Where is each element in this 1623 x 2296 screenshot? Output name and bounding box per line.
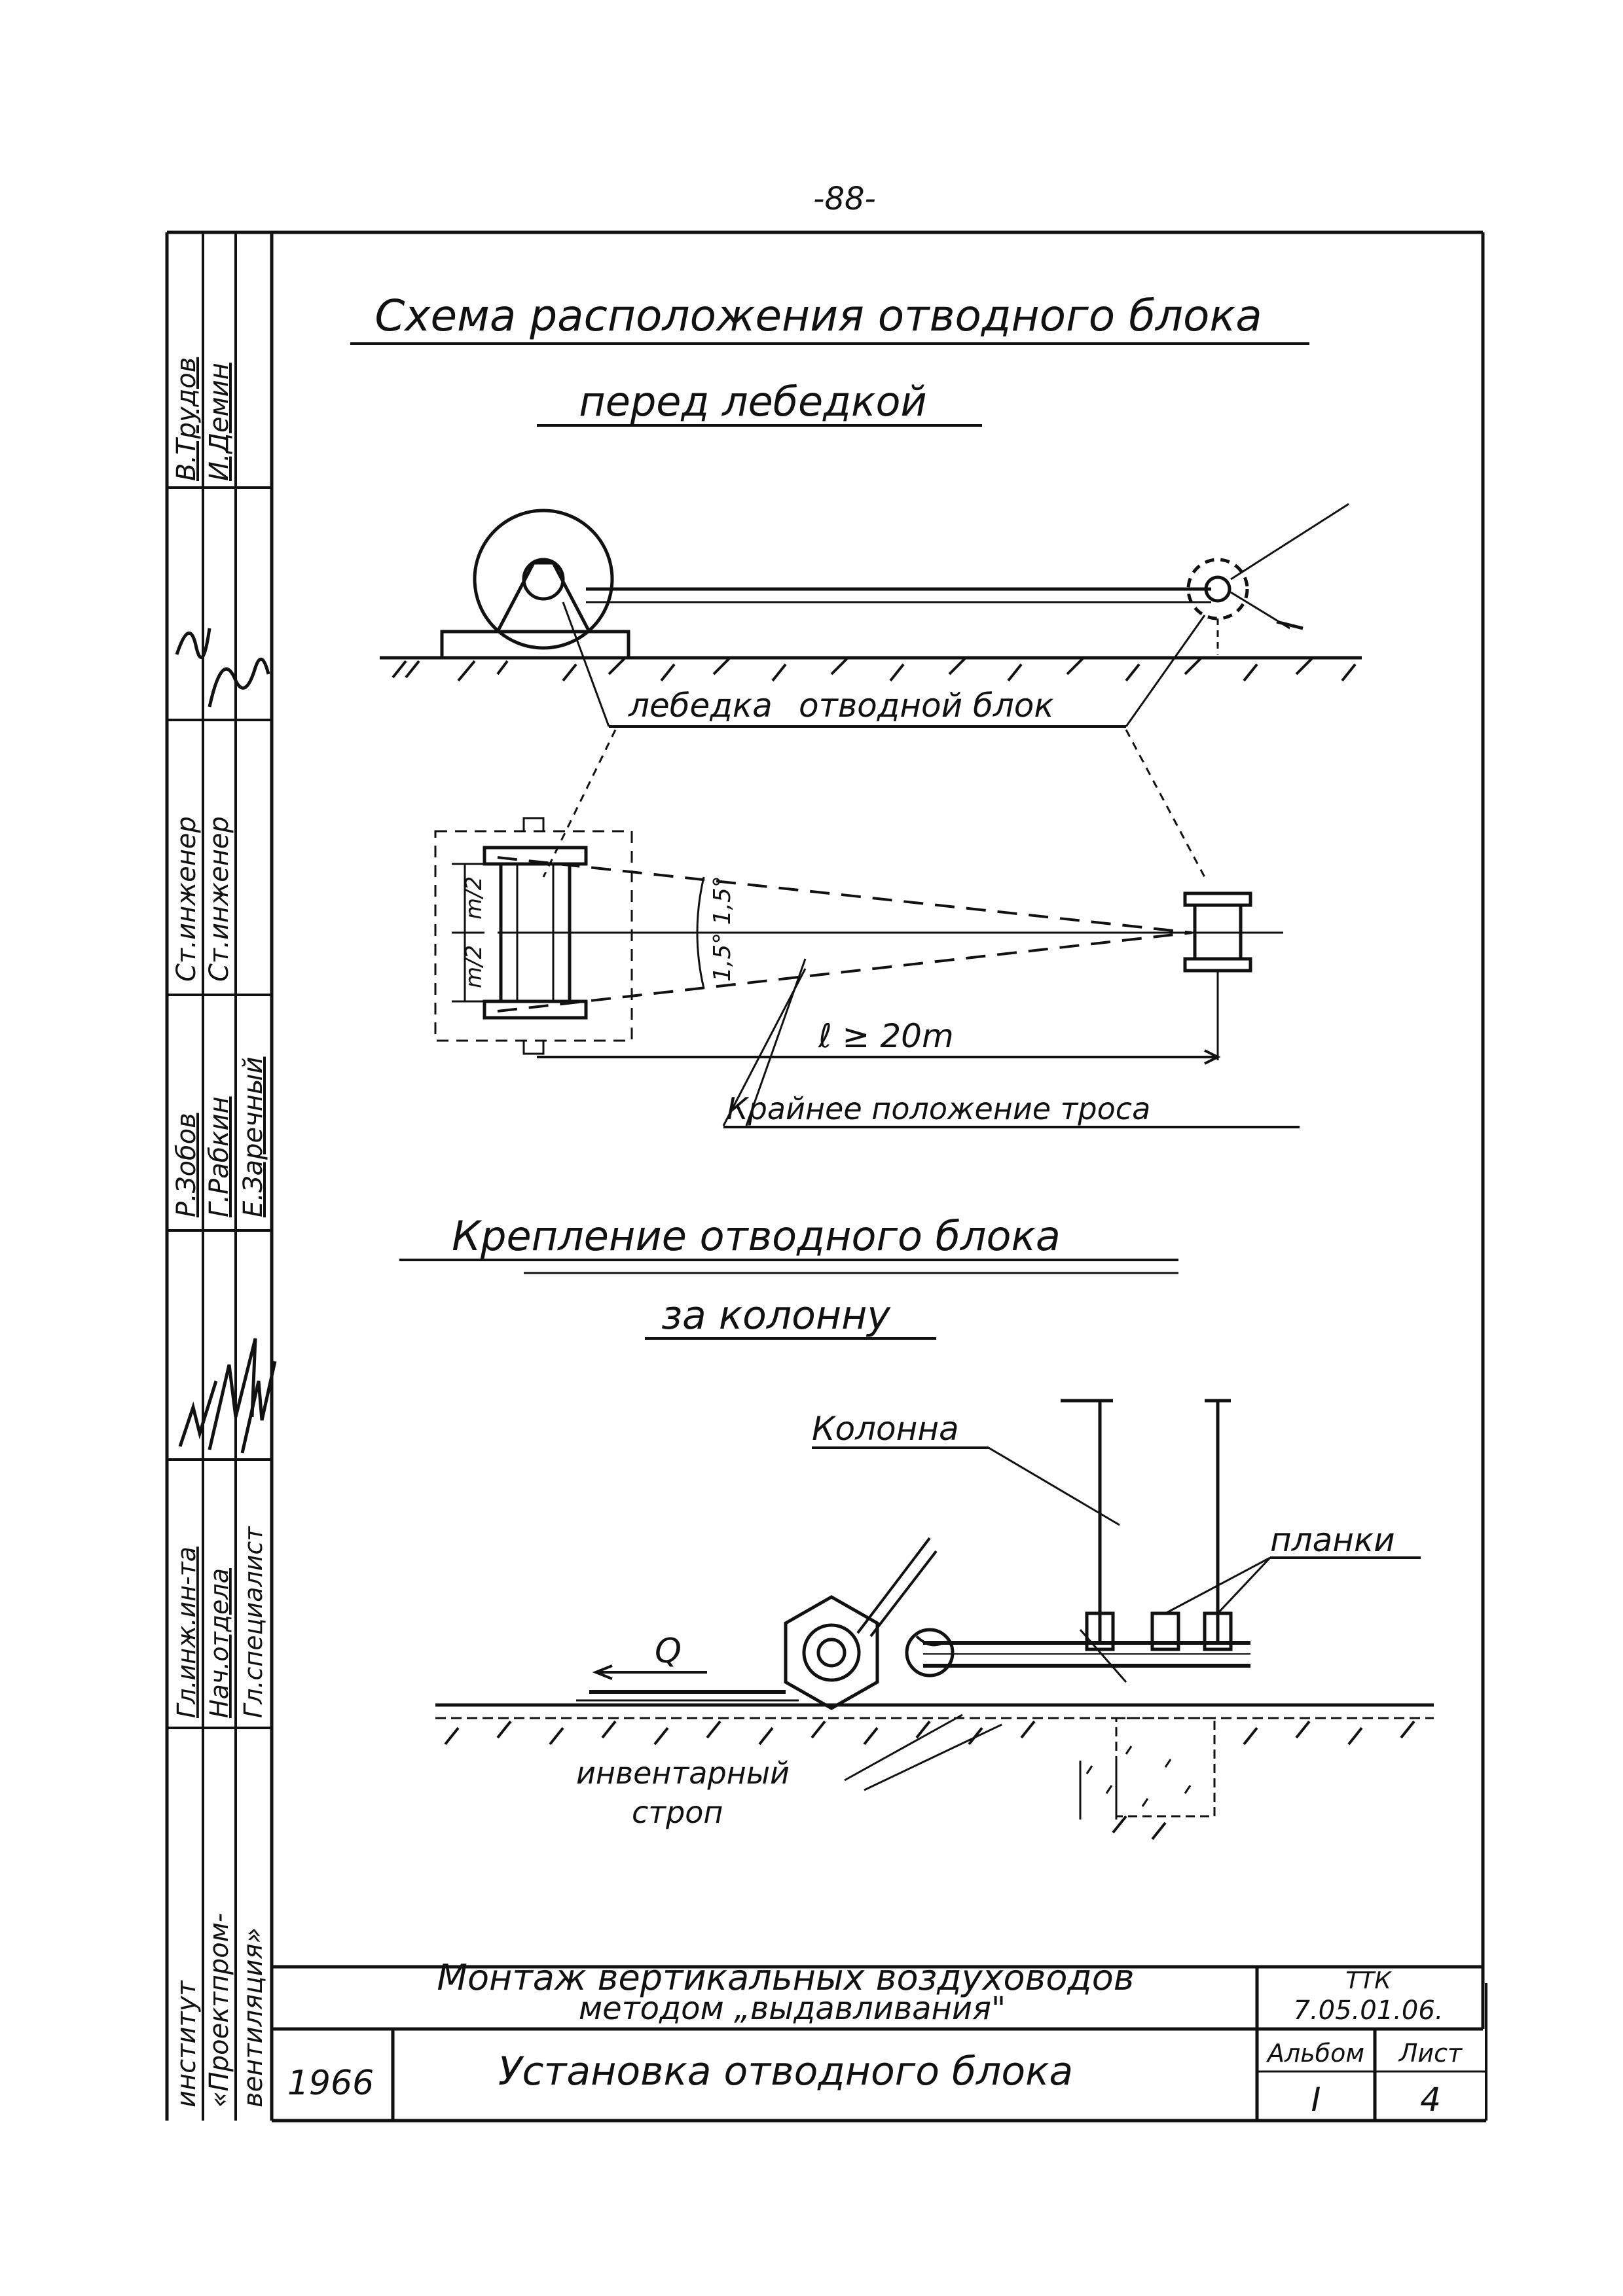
label-m-half-upper: m/2	[461, 876, 487, 920]
stamp-engineer-2: Ст.инженер	[204, 816, 234, 982]
title-block-texts	[287, 1957, 1463, 2119]
page-number: -88-	[813, 181, 876, 217]
label-force-q: Q	[655, 1632, 682, 1671]
side-stamp-texts	[172, 357, 268, 2108]
stamp-position-1: Гл.инж.ин-та	[172, 1546, 201, 1718]
label-m-half-lower: m/2	[461, 944, 487, 988]
label-winch: лебедка	[629, 687, 773, 725]
stamp-person-zobov: Р.Зобов	[172, 1113, 202, 1217]
winch-base	[442, 632, 629, 658]
label-plates: планки	[1270, 1521, 1395, 1559]
signature-3	[180, 1381, 216, 1446]
ground-hatch	[393, 658, 1355, 681]
stamp-person-trudov: В.Трудов	[172, 357, 202, 481]
sheet-frame	[167, 232, 1486, 2121]
label-sling-1: инвентарный	[576, 1755, 790, 1791]
signatures	[177, 628, 275, 1453]
sheet-value: 4	[1420, 2081, 1441, 2119]
stamp-org-line-2: «Проектпром-	[204, 1912, 234, 2108]
sheet-title: Установка отводного блока	[498, 2049, 1074, 2094]
stamp-position-3: Гл.специалист	[239, 1526, 268, 1718]
stamp-position-2: Нач.отдела	[205, 1568, 234, 1718]
rope-extreme-upper	[498, 857, 1192, 933]
project-title-line-1: Монтаж вертикальных воздуховодов	[437, 1957, 1135, 1998]
section-2-title	[399, 1212, 1178, 1338]
stamp-person-demin: И.Демин	[204, 363, 234, 481]
stamp-engineer-1: Ст.инженер	[172, 816, 202, 982]
rope-extreme-lower	[498, 933, 1192, 1011]
stamp-org-line-3: вентиляция»	[238, 1927, 268, 2108]
section-2-title-line-1: Крепление отводного блока	[452, 1212, 1061, 1260]
sheet-label: Лист	[1398, 2039, 1463, 2068]
label-extreme-rope: Крайнее положение троса	[727, 1091, 1151, 1126]
document-code-label: ТТК	[1345, 1967, 1391, 1994]
winch-drum	[475, 511, 612, 648]
stamp-person-rabkin: Г.Рабкин	[204, 1096, 234, 1217]
album-value: I	[1311, 2081, 1321, 2119]
document-code: 7.05.01.06.	[1293, 1996, 1444, 2026]
attachment-labels	[576, 1410, 1421, 1830]
signature-4	[210, 1338, 255, 1450]
stamp-person-zarechny: Е.Заречный	[238, 1056, 268, 1217]
section-1-title-line-2: перед лебедкой	[579, 378, 927, 425]
signature-2	[210, 659, 268, 707]
label-column: Колонна	[812, 1410, 959, 1448]
hex-nut	[786, 1597, 877, 1708]
elevation-labels	[543, 602, 1205, 877]
section-1-title	[350, 291, 1309, 425]
year: 1966	[287, 2064, 374, 2103]
label-sling-2: строп	[632, 1795, 723, 1830]
signature-1	[177, 628, 210, 658]
section-1-title-line-1: Схема расположения отводного блока	[374, 291, 1262, 341]
project-title-line-2: методом „выдавливания"	[578, 1990, 1006, 2027]
block-plan	[1185, 893, 1250, 905]
label-distance: ℓ ≥ 20m	[818, 1017, 954, 1055]
album-label: Альбом	[1267, 2039, 1365, 2068]
label-block: отводной блок	[799, 687, 1054, 725]
section-2-title-line-2: за колонну	[661, 1293, 890, 1338]
label-angle: 1,5° 1,5°	[709, 876, 736, 982]
winch-elevation	[380, 504, 1362, 658]
stamp-org-line-1: институт	[172, 1981, 202, 2108]
hook	[907, 1630, 953, 1676]
